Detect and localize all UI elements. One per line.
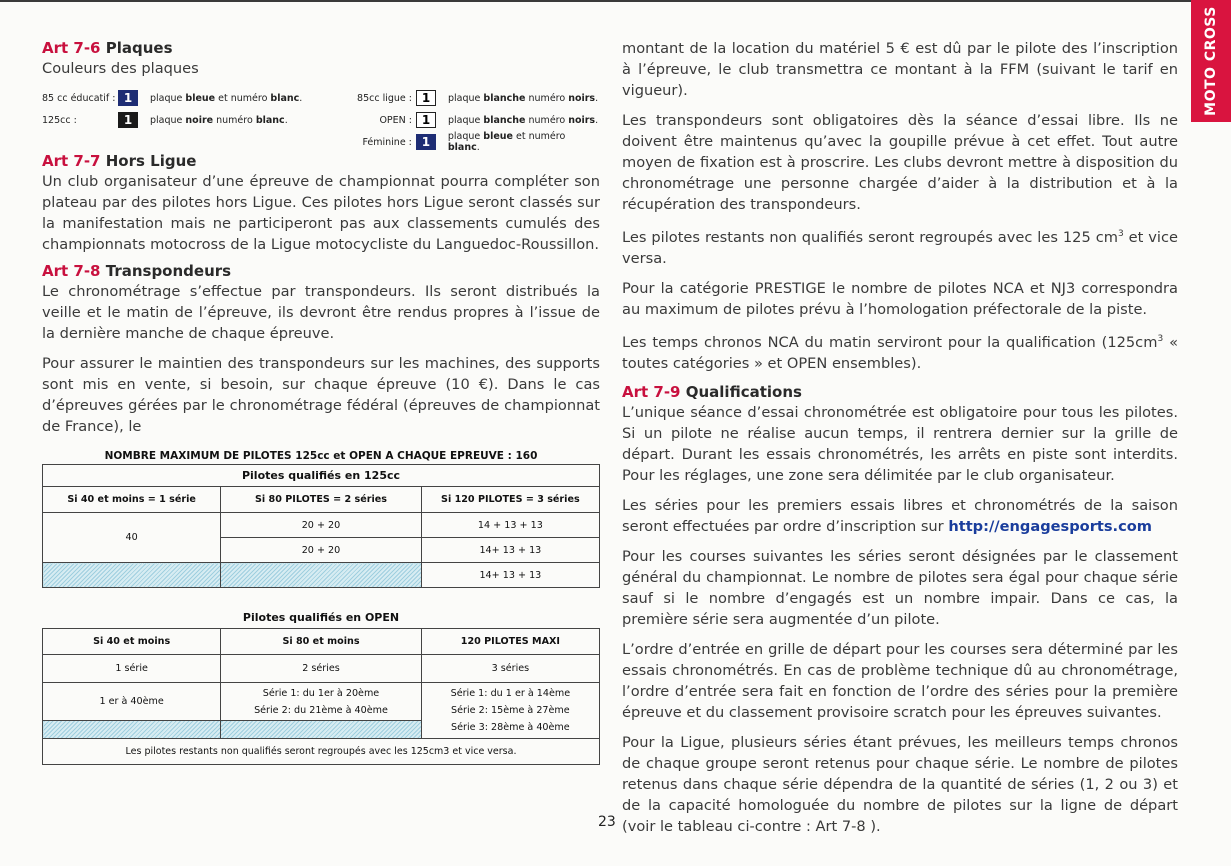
plaque-swatch: 1	[416, 112, 436, 128]
plaque-label: 125cc :	[42, 114, 77, 126]
table-cell-empty	[221, 563, 422, 588]
table-cell-empty	[43, 721, 221, 739]
table-cell	[421, 683, 599, 739]
art77-heading	[42, 151, 600, 171]
table-125cc-grid	[42, 464, 600, 588]
table-cell: 20 + 20	[221, 538, 422, 563]
art78-number: Art 7-8	[42, 262, 101, 280]
art76-subtitle: Couleurs des plaques	[42, 60, 199, 77]
art78-title: Transpondeurs	[105, 262, 232, 280]
art79-heading	[622, 382, 1178, 402]
right-text-5	[622, 329, 1178, 374]
right-text-2: Les transpondeurs sont obligatoires dès la séance d’essai libre. Ils ne doivent être maintenus qu’avec la goupille prévue à cet effet. Tout autre moyen de fixation est à proscrire. Les clubs devront mettre à disposition du chronométrage une personne chargée d’aider à la distribution et à la récupération des transpondeurs.	[622, 112, 1178, 213]
art76-title: Plaques	[105, 39, 173, 57]
text-part: « toutes catégories » et OPEN ensembles).	[622, 333, 1178, 372]
plaque-desc: plaque bleue et numéro blanc.	[447, 131, 566, 153]
plaques-legend	[42, 85, 600, 151]
table-cell	[221, 683, 422, 721]
plaque-desc: plaque blanche numéro noirs.	[448, 114, 599, 126]
art78-text-2: Pour assurer le maintien des transpondeurs sur les machines, des supports sont mis en vente, si besoin, sur chaque épreuve (10 €). Dans le cas d’épreuves gérées par le chronométrage fédéral (épreuves de championnat de France), le	[42, 355, 600, 435]
art79-number: Art 7-9	[622, 382, 681, 401]
table-125cc-subtitle: Pilotes qualifiés en 125cc	[43, 465, 600, 487]
art78-heading	[42, 261, 600, 281]
art76-heading	[42, 38, 600, 58]
table-cell: 14 + 13 + 13	[421, 513, 599, 538]
table-cell: 14+ 13 + 13	[421, 538, 599, 563]
serie-line: Série 3: 28ème à 40ème	[451, 722, 570, 733]
right-text-4: Pour la catégorie PRESTIGE le nombre de pilotes NCA et NJ3 correspondra au maximum de pilotes prévu à l’homologation préfectorale de la piste.	[622, 279, 1178, 318]
serie-line: Série 2: du 21ème à 40ème	[254, 704, 388, 716]
text-part: Les temps chronos NCA du matin serviront pour la qualification (125cm	[622, 333, 1158, 351]
text-part: et vice versa.	[622, 228, 1178, 267]
art78-text-1: Le chronométrage s’effectue par transpondeurs. Ils seront distribués la veille et le matin de l’épreuve, ils devront être rendus propres à l’issue de la dernière manche de chaque épreuve.	[42, 283, 600, 342]
right-text-3	[622, 224, 1178, 269]
table-header: Si 120 PILOTES = 3 séries	[421, 487, 599, 513]
right-column	[622, 38, 1178, 837]
table-header: Si 40 et moins	[43, 629, 221, 655]
table-header: Si 40 et moins = 1 série	[43, 487, 221, 513]
plaque-desc: plaque noire numéro blanc.	[150, 114, 288, 126]
table-main-title: NOMBRE MAXIMUM DE PILOTES 125cc et OPEN A CHAQUE EPREUVE : 160	[104, 450, 538, 462]
section-tab-label: MOTO CROSS	[1203, 6, 1219, 116]
plaque-label: Féminine :	[362, 136, 412, 148]
table-open-grid	[42, 628, 600, 765]
plaque-desc: plaque bleue et numéro blanc.	[150, 92, 303, 104]
left-column	[42, 38, 600, 437]
plaque-85-educatif	[42, 89, 302, 107]
table-cell: 40	[43, 513, 221, 563]
section-tab	[1191, 0, 1231, 122]
art76-number: Art 7-6	[42, 39, 101, 57]
table-125cc	[42, 448, 600, 588]
plaque-desc: plaque blanche numéro noirs.	[448, 92, 599, 104]
right-text-6: L’unique séance d’essai chronométrée est obligatoire pour tous les pilotes. Si un pilote ne réalise aucun temps, il rentrera dernier sur la grille de départ. Durant les essais chronométrés, les arrêts en piste sont interdits. Pour les réglages, une zone sera délimitée par le club organisateur.	[622, 403, 1178, 484]
serie-line: Série 1: du 1er à 20ème	[262, 687, 380, 699]
right-text-1: montant de la location du matériel 5 € est dû par le pilote des l’inscription à l’épreuve, le club transmettra ce montant à la FFM (suivant le tarif en vigueur).	[622, 40, 1178, 99]
plaque-label: OPEN :	[379, 114, 412, 126]
engagesports-link[interactable]: http://engagesports.com	[948, 517, 1152, 535]
art79-title: Qualifications	[685, 382, 802, 401]
table-header: 120 PILOTES MAXI	[421, 629, 599, 655]
table-cell: 20 + 20	[221, 513, 422, 538]
table-cell: 3 séries	[421, 655, 599, 683]
art77-text: Un club organisateur d’une épreuve de championnat pourra compléter son plateau par des pilotes hors Ligue. Ces pilotes hors Ligue seront classés sur la manifestation mais ne participeront pas aux classements cumulés des championnats motocross de la Ligue motocycliste du Languedoc-Roussillon.	[42, 173, 600, 253]
superscript: 3	[1117, 229, 1124, 239]
serie-line: Série 1: du 1 er à 14ème	[450, 688, 571, 699]
table-cell: 14+ 13 + 13	[421, 563, 599, 588]
table-open-subtitle: Pilotes qualifiés en OPEN	[242, 611, 400, 624]
table-footer: Les pilotes restants non qualifiés seront regroupés avec les 125cm3 et vice versa.	[43, 739, 600, 765]
plaque-label: 85 cc éducatif :	[42, 92, 116, 104]
table-cell: 1 er à 40ème	[43, 683, 221, 721]
page-number: 23	[598, 814, 616, 830]
superscript: 3	[1157, 333, 1164, 344]
plaque-85-ligue	[332, 89, 598, 107]
plaque-feminine	[332, 133, 600, 151]
plaque-label: 85cc ligue :	[357, 92, 412, 104]
table-header: Si 80 PILOTES = 2 séries	[221, 487, 422, 513]
right-text-8: Pour les courses suivantes les séries seront désignées par le classement général du championnat. Le nombre de pilotes sera égal pour chaque série sauf si le nombre d’engagés est un nombre impair. Dans ce cas, la première série sera augmentée d’un pilote.	[622, 547, 1178, 628]
top-rule	[0, 0, 1231, 2]
plaque-open	[332, 111, 598, 129]
table-cell: 2 séries	[221, 655, 422, 683]
plaque-swatch: 1	[118, 90, 138, 106]
table-open	[42, 608, 600, 765]
table-cell-empty	[43, 563, 221, 588]
plaque-swatch: 1	[416, 134, 436, 150]
right-text-10: Pour la Ligue, plusieurs séries étant prévues, les meilleurs temps chronos de chaque groupe seront retenus pour chaque série. Le nombre de pilotes retenus dans chaque série dépendra de la quantité de séries (1, 2 ou 3) et de la capacité homologuée du nombre de pilotes sur la ligne de départ (voir le tableau ci-contre : Art 7-8 ).	[622, 733, 1178, 835]
table-cell-empty	[221, 721, 422, 739]
table-header: Si 80 et moins	[221, 629, 422, 655]
text-part: Les pilotes restants non qualifiés seront regroupés avec les 125 cm	[622, 228, 1118, 246]
table-cell: 1 série	[43, 655, 221, 683]
right-text-9: L’ordre d’entrée en grille de départ pour les courses sera déterminé par les essais chronométrés. En cas de problème technique dû au chronométrage, l’ordre d’entrée sera fait en fonction de l’ordre des séries pour la première épreuve et du classement provisoire scratch pour les épreuves suivantes.	[622, 640, 1178, 721]
plaque-125cc	[42, 111, 288, 129]
text-part: Les séries pour les premiers essais libres et chronométrés de la saison seront effectuées par ordre d’inscription sur	[622, 496, 1178, 535]
art77-title: Hors Ligue	[105, 152, 197, 170]
plaque-swatch: 1	[118, 112, 138, 128]
art77-number: Art 7-7	[42, 152, 101, 170]
plaque-swatch: 1	[416, 90, 436, 106]
right-text-7	[622, 495, 1178, 537]
serie-line: Série 2: 15ème à 27ème	[451, 705, 570, 716]
